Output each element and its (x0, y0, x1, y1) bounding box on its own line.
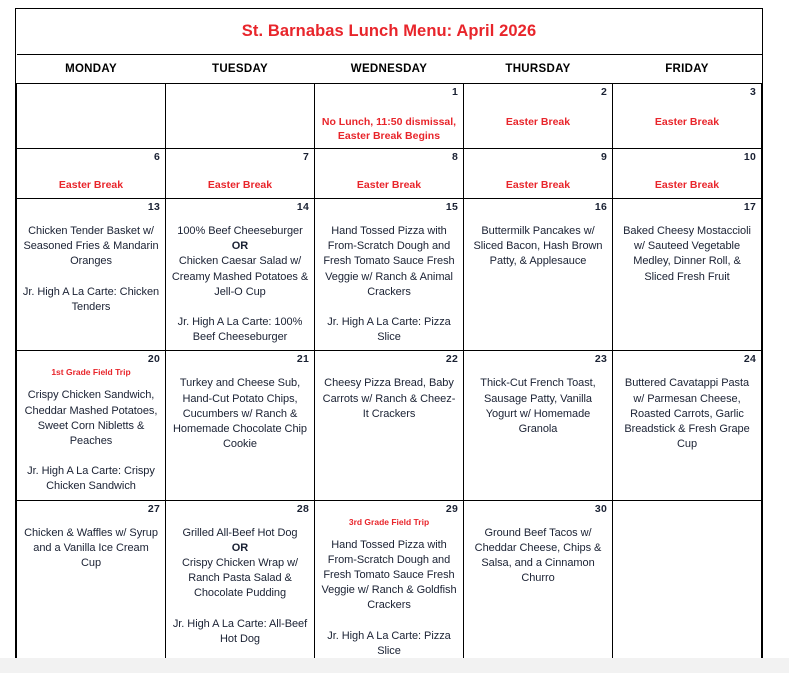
day-number: 15 (445, 201, 458, 213)
holiday-notice: Easter Break (505, 179, 571, 191)
calendar-week-row (17, 199, 762, 351)
day-number: 13 (147, 201, 160, 213)
day-cell-16[interactable] (464, 199, 613, 351)
day-cell-13[interactable] (17, 199, 166, 351)
day-number: 30 (594, 502, 607, 515)
day-cell-17[interactable] (613, 199, 762, 351)
menu-text: Buttermilk Pancakes w/ Sliced Bacon, Hash Brown Patty, & Applesauce (473, 225, 603, 268)
menu-option-2: Crispy Chicken Wrap w/ Ranch Pasta Salad & Chocolate Pudding (181, 557, 299, 600)
menu-text: Chicken Tender Basket w/ Seasoned Fries & Mandarin Oranges (23, 225, 159, 268)
menu-text: Crispy Chicken Sandwich, Cheddar Mashed Potatoes, Sweet Corn Nibletts & Peaches (24, 389, 158, 448)
day-number: 23 (594, 353, 607, 366)
day-cell-20[interactable] (17, 351, 166, 500)
day-cell-30[interactable] (464, 500, 613, 664)
day-cell-21[interactable] (166, 351, 315, 500)
calendar-week-row (17, 84, 762, 149)
day-cell-7[interactable] (166, 149, 315, 199)
field-trip-note: 1st Grade Field Trip (51, 367, 131, 378)
menu-or-separator: OR (231, 240, 249, 253)
bottom-strip (0, 658, 789, 673)
menu-text: Turkey and Cheese Sub, Hand-Cut Potato Chips, Cucumbers w/ Ranch & Homemade Chocolate Chip Cookie (173, 377, 307, 451)
day-number: 9 (600, 151, 607, 163)
menu-text: Hand Tossed Pizza with From-Scratch Dough and Fresh Tomato Sauce Fresh Veggie w/ Ranch & Animal Crackers (323, 225, 455, 298)
day-number: 20 (147, 353, 160, 366)
day-cell-9[interactable] (464, 149, 613, 199)
menu-text: Thick-Cut French Toast, Sausage Patty, Vanilla Yogurt w/ Homemade Granola (480, 377, 596, 436)
day-cell-empty (17, 84, 166, 149)
day-cell-2[interactable] (464, 84, 613, 149)
menu-text (171, 224, 309, 300)
calendar-title-cell (17, 9, 762, 55)
weekday-header-wednesday: WEDNESDAY (315, 55, 464, 84)
day-cell-29[interactable] (315, 500, 464, 664)
calendar-title-row (17, 9, 762, 55)
calendar-week-row (17, 500, 762, 664)
weekday-header-monday: MONDAY (17, 55, 166, 84)
menu-text (171, 526, 309, 602)
day-number: 6 (153, 151, 160, 163)
day-number (171, 86, 309, 99)
calendar-week-row (17, 351, 762, 500)
holiday-notice: Easter Break (207, 179, 273, 191)
menu-text: Baked Cheesy Mostaccioli w/ Sauteed Vegetable Medley, Dinner Roll, & Sliced Fresh Fruit (623, 225, 751, 283)
menu-text: Buttered Cavatappi Pasta w/ Parmesan Cheese, Roasted Carrots, Garlic Breadstick & Fresh Grape Cup (624, 377, 750, 451)
menu-text: Cheesy Pizza Bread, Baby Carrots w/ Ranch & Cheez-It Crackers (322, 377, 456, 420)
day-cell-empty (166, 84, 315, 149)
day-number: 17 (743, 201, 756, 213)
calendar-week-row (17, 149, 762, 199)
holiday-notice: Easter Break (654, 116, 720, 128)
day-cell-22[interactable] (315, 351, 464, 500)
day-cell-23[interactable] (464, 351, 613, 500)
day-cell-24[interactable] (613, 351, 762, 500)
day-cell-empty (613, 500, 762, 664)
day-number: 29 (445, 502, 458, 515)
day-cell-15[interactable] (315, 199, 464, 351)
holiday-notice: Easter Break (356, 179, 422, 191)
field-trip-note: 3rd Grade Field Trip (348, 516, 430, 527)
a-la-carte-text: Jr. High A La Carte: Pizza Slice (327, 629, 451, 657)
day-cell-1[interactable] (315, 84, 464, 149)
a-la-carte-text: Jr. High A La Carte: All-Beef Hot Dog (172, 617, 308, 645)
holiday-notice: Easter Break (654, 179, 720, 191)
day-number: 1 (451, 86, 458, 98)
day-number: 8 (451, 151, 458, 163)
menu-or-separator: OR (231, 541, 249, 554)
menu-option-1: 100% Beef Cheeseburger (177, 225, 303, 237)
weekday-header-tuesday: TUESDAY (166, 55, 315, 84)
day-number: 28 (296, 502, 309, 515)
menu-text: Hand Tossed Pizza with From-Scratch Dough and Fresh Tomato Sauce Fresh Veggie w/ Ranch & Goldfish Crackers (321, 538, 457, 612)
weekday-header-friday: FRIDAY (613, 55, 762, 84)
holiday-notice: No Lunch, 11:50 dismissal, Easter Break Begins (321, 116, 457, 142)
a-la-carte-text: Jr. High A La Carte: Crispy Chicken Sandwich (27, 465, 155, 493)
day-cell-8[interactable] (315, 149, 464, 199)
day-number: 14 (296, 201, 309, 213)
day-cell-27[interactable] (17, 500, 166, 664)
day-number: 16 (594, 201, 607, 213)
day-number: 27 (147, 502, 160, 515)
a-la-carte-text: Jr. High A La Carte: Chicken Tenders (22, 285, 160, 313)
a-la-carte-text: Jr. High A La Carte: Pizza Slice (327, 316, 451, 344)
menu-option-1: Grilled All-Beef Hot Dog (182, 526, 298, 539)
a-la-carte-text: Jr. High A La Carte: 100% Beef Cheeseburger (177, 316, 303, 344)
day-number: 21 (296, 353, 309, 366)
day-number (22, 86, 160, 99)
day-number: 7 (302, 151, 309, 163)
weekday-header-thursday: THURSDAY (464, 55, 613, 84)
day-number: 10 (743, 151, 756, 163)
holiday-notice: Easter Break (505, 116, 571, 128)
day-cell-3[interactable] (613, 84, 762, 149)
day-cell-6[interactable] (17, 149, 166, 199)
day-cell-10[interactable] (613, 149, 762, 199)
lunch-menu-calendar (15, 8, 763, 666)
calendar-table (16, 9, 762, 665)
day-number (618, 503, 756, 516)
day-cell-14[interactable] (166, 199, 315, 351)
menu-text: Ground Beef Tacos w/ Cheddar Cheese, Chips & Salsa, and a Cinnamon Churro (474, 526, 602, 585)
menu-text: Chicken & Waffles w/ Syrup and a Vanilla Ice Cream Cup (24, 526, 158, 570)
day-number: 24 (743, 353, 756, 366)
day-cell-28[interactable] (166, 500, 315, 664)
holiday-notice: Easter Break (58, 179, 124, 191)
menu-option-2: Chicken Caesar Salad w/ Creamy Mashed Potatoes & Jell-O Cup (171, 255, 309, 298)
day-number: 2 (600, 86, 607, 98)
weekday-header-row (17, 55, 762, 84)
page-title: St. Barnabas Lunch Menu: April 2026 (241, 21, 537, 40)
day-number: 22 (445, 353, 458, 366)
day-number: 3 (749, 86, 756, 98)
